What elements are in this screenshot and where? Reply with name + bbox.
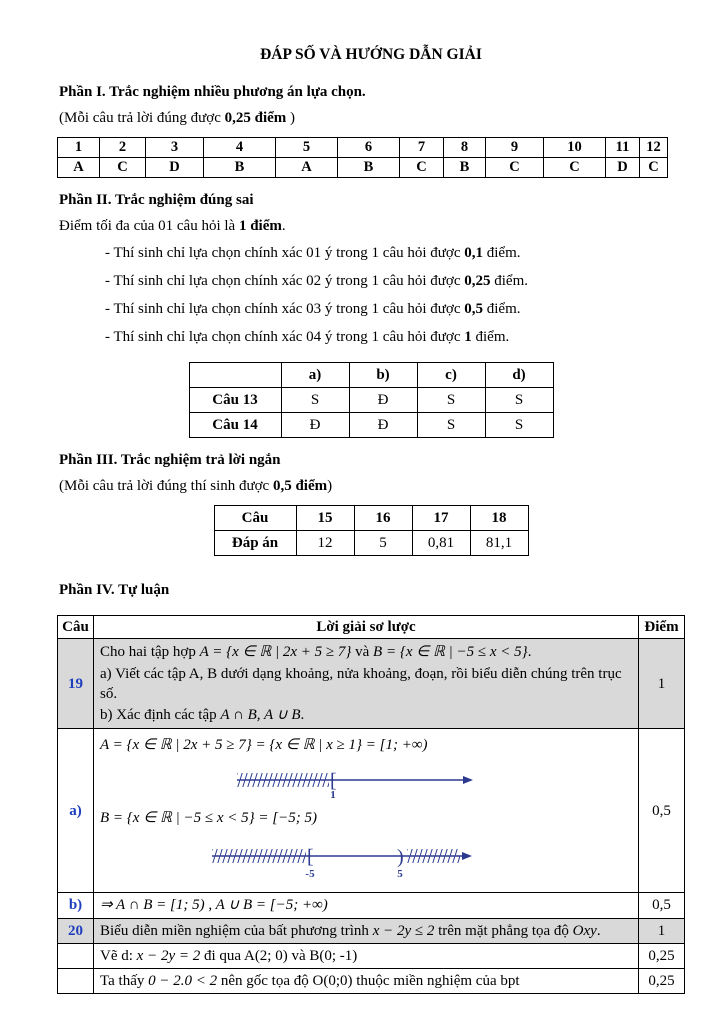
table-cell: 11 — [606, 138, 640, 158]
empty-cell — [58, 943, 94, 968]
question-19-row — [58, 639, 685, 729]
part2-bullet-1 — [105, 245, 685, 262]
score-value: 0,25 — [639, 943, 685, 968]
text-segment: Biểu diễn miền nghiệm của bất phương trình — [100, 922, 373, 939]
table-cell: C — [544, 158, 606, 178]
bullet-bold: 1 — [464, 329, 472, 345]
answer-b-row — [58, 893, 685, 918]
table-cell: 12 — [296, 531, 354, 556]
part2-intro — [59, 218, 685, 235]
statement-line — [100, 705, 632, 725]
part2-heading: Phần II. Trắc nghiệm đúng sai — [59, 192, 254, 208]
table-cell: 9 — [486, 138, 544, 158]
bullet-text: điểm. — [483, 301, 521, 317]
part1-heading: Phần I. Trắc nghiệm nhiều phương án lựa chọn. — [59, 84, 366, 100]
part2-bullet-3 — [105, 301, 685, 318]
number-line-B-container — [210, 840, 632, 888]
text-segment: trên mặt phẳng tọa độ — [434, 922, 573, 939]
math-expression: Oxy — [572, 922, 597, 939]
answer-content — [94, 893, 639, 918]
table-cell: S — [485, 413, 553, 438]
axis-arrow — [463, 776, 473, 784]
part3-note-bold: 0,5 điểm — [272, 478, 328, 494]
table-cell: a) — [281, 363, 349, 388]
table-cell: A — [276, 158, 338, 178]
excluded-region-hatch-right — [407, 849, 460, 863]
answer-part-label: b) — [58, 893, 94, 918]
empty-cell — [58, 969, 94, 994]
text-segment: b) Xác định các tập — [100, 707, 221, 723]
table-cell: 0,81 — [412, 531, 470, 556]
table-cell: Câu — [214, 506, 296, 531]
table-cell: B — [204, 158, 276, 178]
part3-note-prefix: (Mỗi câu trả lời đúng thí sinh được — [59, 478, 273, 494]
bullet-bold: 0,5 — [464, 301, 484, 317]
axis-label: 5 — [397, 868, 403, 880]
math-expression: B = {x ∈ ℝ | −5 ≤ x < 5} — [373, 644, 528, 661]
text-segment: Vẽ d: — [100, 947, 137, 964]
part3-note — [59, 478, 685, 495]
column-header-loigiai: Lời giải sơ lược — [94, 616, 639, 639]
table-cell: 2 — [100, 138, 146, 158]
table-row — [189, 388, 553, 413]
table-cell: 15 — [296, 506, 354, 531]
table-cell: 12 — [640, 138, 668, 158]
table-row — [58, 138, 668, 158]
number-line-B — [210, 840, 480, 882]
text-segment: . — [596, 922, 601, 939]
bullet-bold: 0,1 — [464, 245, 484, 261]
part3-short-answer-table — [214, 505, 529, 556]
answer-part-label: a) — [58, 729, 94, 893]
table-cell: D — [606, 158, 640, 178]
table-cell: 10 — [544, 138, 606, 158]
table-cell: C — [100, 158, 146, 178]
table-cell: 18 — [470, 506, 528, 531]
row-label: Đáp án — [214, 531, 296, 556]
table-cell: 17 — [412, 506, 470, 531]
score-value: 1 — [639, 639, 685, 729]
question-statement — [94, 918, 639, 943]
question-statement — [94, 639, 639, 729]
text-segment: và — [351, 644, 374, 661]
part3-note-suffix: ) — [327, 478, 333, 494]
table-cell: S — [485, 388, 553, 413]
question-20-row — [58, 918, 685, 943]
bullet-text: - Thí sinh chỉ lựa chọn chính xác 02 ý trong 1 câu hỏi được — [105, 273, 465, 289]
table-cell: Đ — [281, 413, 349, 438]
part1-note-bold: 0,25 điểm — [224, 110, 287, 126]
column-header-cau: Câu — [58, 616, 94, 639]
answer-content — [94, 943, 639, 968]
bullet-text: điểm. — [490, 273, 529, 289]
table-header-row — [58, 616, 685, 639]
statement-line: a) Viết các tập A, B dưới dạng khoảng, nửa khoảng, đoạn, rồi biểu diễn chúng trên trục số. — [100, 665, 622, 702]
table-cell: S — [417, 413, 485, 438]
math-expression: A = {x ∈ ℝ | 2x + 5 ≥ 7} — [199, 644, 352, 661]
table-cell: Đ — [349, 413, 417, 438]
part4-essay-table — [57, 615, 685, 994]
table-row — [189, 413, 553, 438]
text-segment: . — [300, 707, 305, 723]
table-cell: c) — [417, 363, 485, 388]
table-cell: 6 — [338, 138, 400, 158]
excluded-region-hatch — [237, 773, 329, 787]
number-line-A — [235, 764, 475, 800]
score-value: 0,5 — [639, 893, 685, 918]
table-cell: C — [486, 158, 544, 178]
part3-heading: Phần III. Trắc nghiệm trả lời ngắn — [59, 452, 281, 468]
answer-content — [94, 729, 639, 893]
table-cell: 7 — [400, 138, 444, 158]
table-cell: C — [400, 158, 444, 178]
table-cell: B — [444, 158, 486, 178]
table-cell: 1 — [58, 138, 100, 158]
table-row — [58, 158, 668, 178]
answer-20-step1-row — [58, 943, 685, 968]
column-header-diem: Điểm — [639, 616, 685, 639]
math-expression: B = {x ∈ ℝ | −5 ≤ x < 5} = [−5; 5) — [100, 809, 317, 826]
table-cell: d) — [485, 363, 553, 388]
math-expression: x − 2y = 2 — [136, 947, 201, 964]
table-cell: S — [417, 388, 485, 413]
table-cell: D — [146, 158, 204, 178]
math-expression: ⇒ A ∩ B = [1; 5) , A ∪ B = [−5; +∞) — [100, 897, 328, 914]
table-cell — [189, 363, 281, 388]
bullet-text: - Thí sinh chỉ lựa chọn chính xác 01 ý trong 1 câu hỏi được — [105, 245, 465, 261]
text-segment: Ta thấy — [100, 973, 149, 989]
row-label: Câu 13 — [189, 388, 281, 413]
text-segment: Cho hai tập hợp — [100, 644, 200, 661]
part1-answer-table — [57, 137, 668, 178]
page-title: ĐÁP SỐ VÀ HƯỚNG DẪN GIẢI — [260, 46, 482, 63]
left-bracket: [ — [307, 846, 314, 868]
part1-note-suffix: ) — [286, 110, 296, 126]
part4-heading: Phần IV. Tự luận — [59, 582, 170, 598]
table-cell: 16 — [354, 506, 412, 531]
table-cell: 81,1 — [470, 531, 528, 556]
axis-arrow — [462, 852, 472, 860]
axis-label: 1 — [330, 788, 336, 800]
text-segment: nên gốc tọa độ O(0;0) thuộc miền nghiệm của bpt — [217, 973, 520, 989]
part2-intro-prefix: Điểm tối đa của 01 câu hỏi là — [59, 218, 239, 234]
bullet-text: điểm. — [483, 245, 521, 261]
math-expression: x − 2y ≤ 2 — [372, 922, 435, 939]
table-cell: Đ — [349, 388, 417, 413]
bullet-text: - Thí sinh chỉ lựa chọn chính xác 04 ý trong 1 câu hỏi được — [105, 329, 465, 345]
part2-bullet-2 — [105, 273, 685, 290]
number-line-A-container — [235, 764, 632, 806]
part1-note — [59, 110, 685, 127]
table-cell: 3 — [146, 138, 204, 158]
left-bracket: [ — [330, 769, 337, 792]
question-number: 20 — [58, 918, 94, 943]
table-cell: 5 — [276, 138, 338, 158]
row-label: Câu 14 — [189, 413, 281, 438]
answer-20-step2-row — [58, 969, 685, 994]
table-cell: C — [640, 158, 668, 178]
score-value: 1 — [639, 918, 685, 943]
right-paren: ) — [397, 846, 404, 868]
score-value: 0,5 — [639, 729, 685, 893]
statement-line — [100, 642, 632, 662]
part2-intro-bold: 1 điểm — [238, 218, 282, 234]
table-cell: B — [338, 158, 400, 178]
bullet-text: - Thí sinh chỉ lựa chọn chính xác 03 ý trong 1 câu hỏi được — [105, 301, 465, 317]
table-cell: 5 — [354, 531, 412, 556]
part2-true-false-table — [189, 362, 554, 438]
table-cell: 4 — [204, 138, 276, 158]
table-row — [189, 363, 553, 388]
math-expression: A ∩ B, A ∪ B — [220, 707, 301, 723]
question-number: 19 — [58, 639, 94, 729]
text-segment: đi qua A(2; 0) và B(0; -1) — [200, 947, 358, 964]
bullet-bold: 0,25 — [464, 273, 491, 289]
table-row — [214, 506, 528, 531]
table-cell: 8 — [444, 138, 486, 158]
table-row — [214, 531, 528, 556]
part2-bullet-4 — [105, 329, 685, 346]
math-expression: 0 − 2.0 < 2 — [148, 973, 218, 989]
answer-a-row — [58, 729, 685, 893]
score-value: 0,25 — [639, 969, 685, 994]
excluded-region-hatch-left — [212, 849, 306, 863]
part2-intro-suffix: . — [281, 218, 286, 234]
part1-note-prefix: (Mỗi câu trả lời đúng được — [59, 110, 225, 126]
math-expression: A = {x ∈ ℝ | 2x + 5 ≥ 7} = {x ∈ ℝ | x ≥ 1} = [1; +∞) — [100, 737, 428, 754]
table-cell: S — [281, 388, 349, 413]
table-cell: A — [58, 158, 100, 178]
answer-content — [94, 969, 639, 994]
table-cell: b) — [349, 363, 417, 388]
text-segment: . — [527, 644, 532, 661]
bullet-text: điểm. — [471, 329, 510, 345]
axis-label: -5 — [305, 868, 315, 880]
